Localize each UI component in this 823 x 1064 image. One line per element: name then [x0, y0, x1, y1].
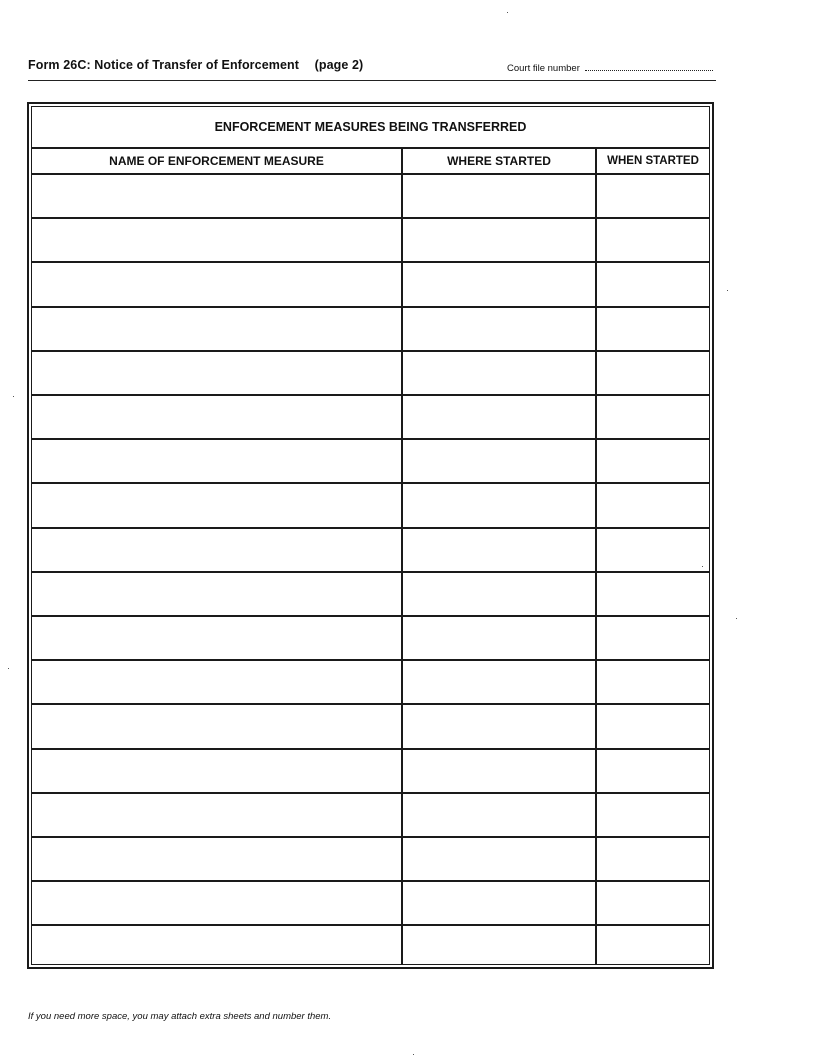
table-row — [32, 529, 709, 573]
cell-when[interactable] — [597, 705, 709, 747]
cell-where[interactable] — [403, 219, 595, 261]
cell-name[interactable] — [32, 219, 401, 261]
cell-when[interactable] — [597, 440, 709, 482]
cell-where[interactable] — [403, 263, 595, 305]
cell-name[interactable] — [32, 573, 401, 615]
cell-where[interactable] — [403, 529, 595, 571]
cell-where[interactable] — [403, 484, 595, 526]
cell-where[interactable] — [403, 573, 595, 615]
form-title-text: Form 26C: Notice of Transfer of Enforcement — [28, 58, 300, 72]
table-row — [32, 175, 709, 219]
scan-speck — [413, 1054, 414, 1055]
table-title: ENFORCEMENT MEASURES BEING TRANSFERRED — [32, 107, 709, 149]
table-row — [32, 838, 709, 882]
cell-when[interactable] — [597, 617, 709, 659]
table-row — [32, 573, 709, 617]
cell-where[interactable] — [403, 794, 595, 836]
table-row — [32, 661, 709, 705]
cell-where[interactable] — [403, 440, 595, 482]
cell-where[interactable] — [403, 838, 595, 880]
cell-when[interactable] — [597, 750, 709, 792]
table-row — [32, 705, 709, 749]
cell-name[interactable] — [32, 750, 401, 792]
cell-where[interactable] — [403, 617, 595, 659]
cell-where[interactable] — [403, 882, 595, 924]
scan-speck — [736, 618, 737, 619]
enforcement-measures-table — [27, 102, 714, 969]
cell-when[interactable] — [597, 219, 709, 261]
header-rule — [28, 80, 716, 81]
scan-speck — [13, 396, 14, 397]
cell-name[interactable] — [32, 661, 401, 703]
table-row — [32, 617, 709, 661]
cell-when[interactable] — [597, 263, 709, 305]
cell-when[interactable] — [597, 926, 709, 970]
cell-when[interactable] — [597, 308, 709, 350]
table-row — [32, 926, 709, 970]
cell-when[interactable] — [597, 529, 709, 571]
cell-name[interactable] — [32, 617, 401, 659]
cell-when[interactable] — [597, 838, 709, 880]
table-row — [32, 750, 709, 794]
table-header-row — [32, 149, 709, 175]
cell-name[interactable] — [32, 308, 401, 350]
cell-name[interactable] — [32, 484, 401, 526]
cell-name[interactable] — [32, 352, 401, 394]
cell-when[interactable] — [597, 882, 709, 924]
table-row — [32, 882, 709, 926]
cell-when[interactable] — [597, 175, 709, 217]
court-file-number-field[interactable] — [585, 61, 713, 71]
cell-name[interactable] — [32, 263, 401, 305]
table-row — [32, 396, 709, 440]
page-label: (page 2) — [314, 58, 364, 72]
scan-speck — [8, 668, 9, 669]
table-row — [32, 352, 709, 396]
cell-where[interactable] — [403, 750, 595, 792]
table-body — [32, 175, 709, 964]
cell-name[interactable] — [32, 440, 401, 482]
cell-when[interactable] — [597, 573, 709, 615]
cell-name[interactable] — [32, 175, 401, 217]
table-row — [32, 484, 709, 528]
cell-name[interactable] — [32, 396, 401, 438]
cell-name[interactable] — [32, 882, 401, 924]
cell-where[interactable] — [403, 352, 595, 394]
table-row — [32, 794, 709, 838]
cell-where[interactable] — [403, 661, 595, 703]
cell-when[interactable] — [597, 396, 709, 438]
cell-name[interactable] — [32, 705, 401, 747]
cell-name[interactable] — [32, 529, 401, 571]
cell-name[interactable] — [32, 838, 401, 880]
footer-note: If you need more space, you may attach extra sheets and number them. — [28, 1011, 332, 1022]
table-row — [32, 440, 709, 484]
scan-speck — [507, 12, 508, 13]
cell-when[interactable] — [597, 484, 709, 526]
column-header-name: NAME OF ENFORCEMENT MEASURE — [109, 154, 324, 168]
form-title — [28, 58, 363, 72]
scan-speck — [727, 290, 728, 291]
form-header — [28, 58, 716, 76]
scan-speck — [702, 566, 703, 567]
court-file-label: Court file number — [507, 63, 580, 74]
table-inner-border — [31, 106, 710, 965]
table-row — [32, 263, 709, 307]
court-file-number — [507, 61, 713, 74]
table-row — [32, 308, 709, 352]
column-header-when: WHEN STARTED — [607, 155, 699, 167]
cell-where[interactable] — [403, 396, 595, 438]
cell-when[interactable] — [597, 661, 709, 703]
cell-where[interactable] — [403, 705, 595, 747]
cell-where[interactable] — [403, 175, 595, 217]
cell-where[interactable] — [403, 926, 595, 970]
table-row — [32, 219, 709, 263]
cell-name[interactable] — [32, 926, 401, 970]
cell-name[interactable] — [32, 794, 401, 836]
column-header-where: WHERE STARTED — [447, 154, 551, 168]
cell-where[interactable] — [403, 308, 595, 350]
cell-when[interactable] — [597, 794, 709, 836]
cell-when[interactable] — [597, 352, 709, 394]
